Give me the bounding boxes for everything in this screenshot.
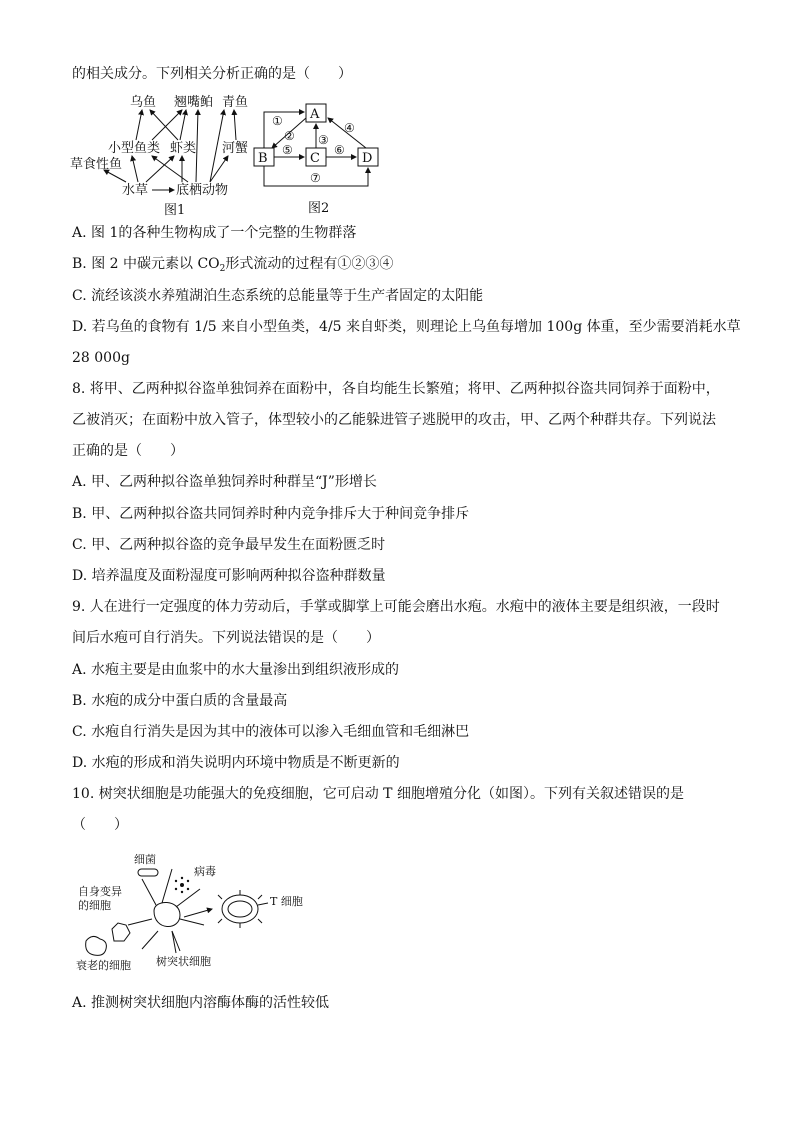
label-4: ④ bbox=[344, 121, 355, 135]
label-dendritic-cell: 树突状细胞 bbox=[156, 955, 211, 968]
q9-option-a: A. 水疱主要是由血浆中的水大量渗出到组织液形成的 bbox=[72, 662, 400, 678]
label-mutant-line1: 自身变异 bbox=[78, 885, 122, 898]
label-tcell: T 细胞 bbox=[270, 895, 303, 908]
figure-1-caption: 图1 bbox=[164, 203, 186, 218]
node-wuyu: 乌鱼 bbox=[130, 95, 157, 110]
to-tcell-arrow bbox=[184, 909, 212, 917]
q8-stem-line2: 乙被消灭；在面粉中放入管子，体型较小的乙能躲进管子逃脱甲的攻击，甲、乙两个种群共存。下列说法 bbox=[72, 412, 716, 428]
q8-stem-line1: 8. 将甲、乙两种拟谷盗单独饲养在面粉中，各自均能生长繁殖；将甲、乙两种拟谷盗共同饲养于面粉中， bbox=[72, 381, 720, 397]
node-b: B bbox=[258, 151, 268, 166]
q9-option-d: D. 水疱的形成和消失说明内环境中物质是不断更新的 bbox=[72, 755, 400, 771]
label-virus: 病毒 bbox=[194, 865, 216, 878]
q7-option-b: B. 图 2 中碳元素以 $CO_2$形式流动的过程有①②③④ bbox=[72, 256, 394, 274]
node-hexie: 河蟹 bbox=[222, 141, 249, 156]
aged-cell-shape bbox=[86, 936, 107, 955]
t-cell-shape bbox=[218, 890, 262, 928]
node-diqi: 底栖动物 bbox=[176, 183, 229, 198]
q7-option-d-line2: 28 000g bbox=[72, 350, 130, 366]
dendritic-label-leader bbox=[172, 931, 176, 953]
q7-option-c: C. 流经该淡水养殖湖泊生态系统的总能量等于生产者固定的太阳能 bbox=[72, 288, 484, 304]
q8-option-d: D. 培养温度及面粉湿度可影响两种拟谷盗种群数量 bbox=[72, 568, 386, 584]
q10-stem-line2: （ ） bbox=[72, 817, 128, 833]
tcell-label-leader bbox=[258, 903, 268, 905]
node-fanzui: 翘嘴鲌 bbox=[174, 95, 214, 110]
node-xiaoxing: 小型鱼类 bbox=[108, 141, 161, 156]
intro-line: 的相关成分。下列相关分析正确的是（ ） bbox=[72, 66, 352, 82]
q7-option-d-line1: D. 若乌鱼的食物有 1/5 来自小型鱼类，4/5 来自虾类，则理论上乌鱼每增加 100g 体重，至少需要消耗水草 bbox=[72, 319, 741, 335]
mutant-cell-shape bbox=[112, 923, 130, 941]
figure-1-food-web bbox=[70, 88, 270, 220]
q8-option-a: A. 甲、乙两种拟谷盗单独饲养时种群呈“J”形增长 bbox=[72, 474, 377, 490]
q7-option-a: A. 图 1的各种生物构成了一个完整的生物群落 bbox=[72, 225, 357, 241]
label-5: ⑤ bbox=[282, 143, 293, 157]
figure-2-carbon-cycle bbox=[250, 98, 386, 220]
node-qingyu: 青鱼 bbox=[222, 95, 249, 110]
q9-option-b: B. 水疱的成分中蛋白质的含量最高 bbox=[72, 693, 288, 709]
label-7: ⑦ bbox=[310, 171, 321, 185]
node-c: C bbox=[310, 151, 320, 166]
label-6: ⑥ bbox=[334, 143, 345, 157]
label-3: ③ bbox=[318, 133, 329, 147]
q10-stem-line1: 10. 树突状细胞是功能强大的免疫细胞，它可启动 T 细胞增殖分化（如图）。下列有关叙述错误的是 bbox=[72, 786, 684, 802]
q10-option-a: A. 推测树突状细胞内溶酶体酶的活性较低 bbox=[72, 995, 330, 1011]
label-bacteria: 细菌 bbox=[134, 853, 156, 866]
q8-option-b: B. 甲、乙两种拟谷盗共同饲养时种内竞争排斥大于种间竞争排斥 bbox=[72, 506, 470, 522]
node-d: D bbox=[362, 151, 373, 166]
node-shuicao: 水草 bbox=[122, 183, 149, 198]
dendritic-cell-shape bbox=[128, 869, 204, 951]
node-caoshi: 草食性鱼 bbox=[70, 157, 123, 172]
figure-3-dendritic-cell bbox=[72, 845, 312, 973]
q8-stem-line3: 正确的是（ ） bbox=[72, 443, 184, 459]
bacteria-shape bbox=[138, 869, 158, 876]
q9-stem-line1: 9. 人在进行一定强度的体力劳动后，手掌或脚掌上可能会磨出水疱。水疱中的液体主要是组织液，一段时 bbox=[72, 599, 720, 615]
label-mutant-line2: 的细胞 bbox=[78, 899, 111, 912]
label-aged: 衰老的细胞 bbox=[76, 959, 131, 972]
q8-option-c: C. 甲、乙两种拟谷盗的竞争最早发生在面粉匮乏时 bbox=[72, 537, 386, 553]
q9-option-c: C. 水疱自行消失是因为其中的液体可以渗入毛细血管和毛细淋巴 bbox=[72, 724, 470, 740]
label-1: ① bbox=[272, 114, 283, 128]
virus-icon bbox=[175, 877, 189, 893]
figure-2-caption: 图2 bbox=[308, 201, 330, 216]
q9-stem-line2: 间后水疱可自行消失。下列说法错误的是（ ） bbox=[72, 630, 380, 646]
label-2: ② bbox=[284, 129, 295, 143]
node-xialei: 虾类 bbox=[170, 141, 197, 156]
node-a: A bbox=[310, 107, 320, 122]
